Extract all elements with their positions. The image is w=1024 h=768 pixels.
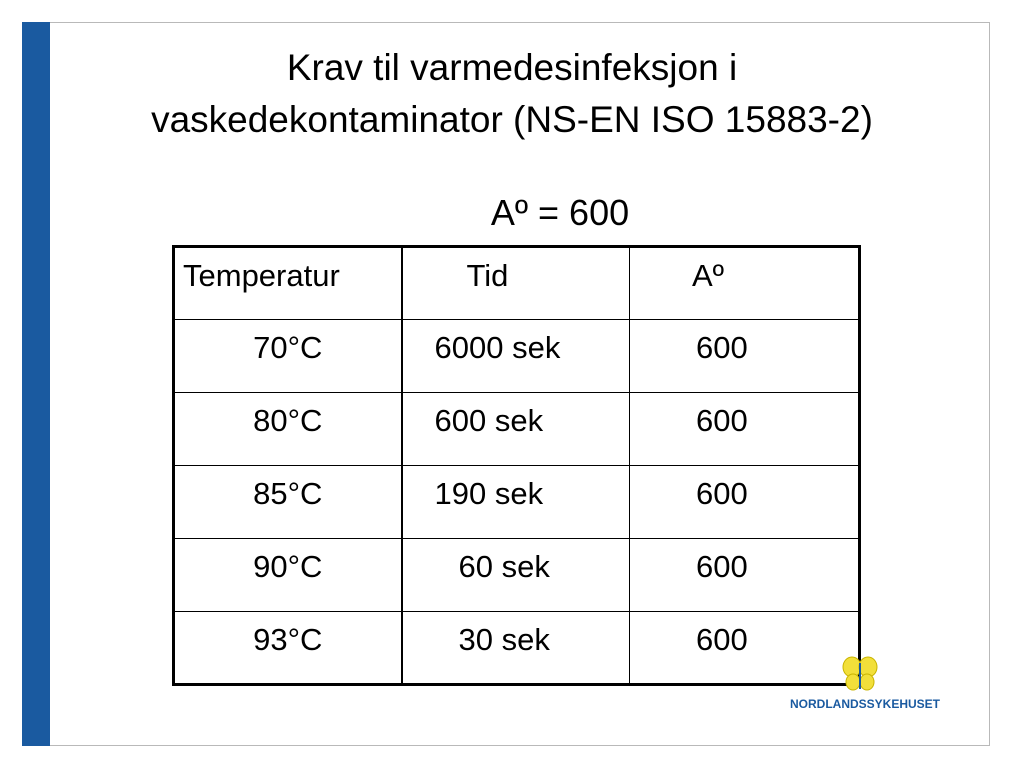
left-accent-bar: [22, 22, 50, 746]
cell-a0: 600: [630, 320, 860, 393]
cell-temperature: 93°C: [174, 612, 402, 685]
title-line-1: Krav til varmedesinfeksjon i: [286, 47, 738, 88]
cell-temperature: 90°C: [174, 539, 402, 612]
table-row: [174, 393, 860, 466]
cell-a0: 600: [630, 539, 860, 612]
cell-time: 30 sek: [402, 612, 630, 685]
subtitle-formula: Aº = 600: [490, 192, 630, 233]
cell-time: 6000 sek: [402, 320, 630, 393]
header-a0: Aº: [630, 247, 860, 320]
table-header-row: [174, 247, 860, 320]
nordlandssykehuset-logo: [780, 655, 950, 715]
cell-a0: 600: [630, 612, 860, 685]
logo-text: NORDLANDSSYKEHUSET: [789, 697, 940, 711]
cell-a0: 600: [630, 393, 860, 466]
cell-time: 60 sek: [402, 539, 630, 612]
header-temperature: Temperatur: [174, 247, 402, 320]
table-row: [174, 612, 860, 685]
cell-temperature: 70°C: [174, 320, 402, 393]
title-line-2: vaskedekontaminator (NS-EN ISO 15883-2): [151, 99, 873, 140]
cell-time: 190 sek: [402, 466, 630, 539]
cell-a0: 600: [630, 466, 860, 539]
cell-time: 600 sek: [402, 393, 630, 466]
table-row: [174, 320, 860, 393]
butterfly-icon: [840, 655, 880, 695]
cell-temperature: 80°C: [174, 393, 402, 466]
header-time: Tid: [402, 247, 630, 320]
disinfection-table: [172, 245, 861, 686]
cell-temperature: 85°C: [174, 466, 402, 539]
slide-title: [50, 42, 974, 146]
table-row: [174, 466, 860, 539]
table-row: [174, 539, 860, 612]
